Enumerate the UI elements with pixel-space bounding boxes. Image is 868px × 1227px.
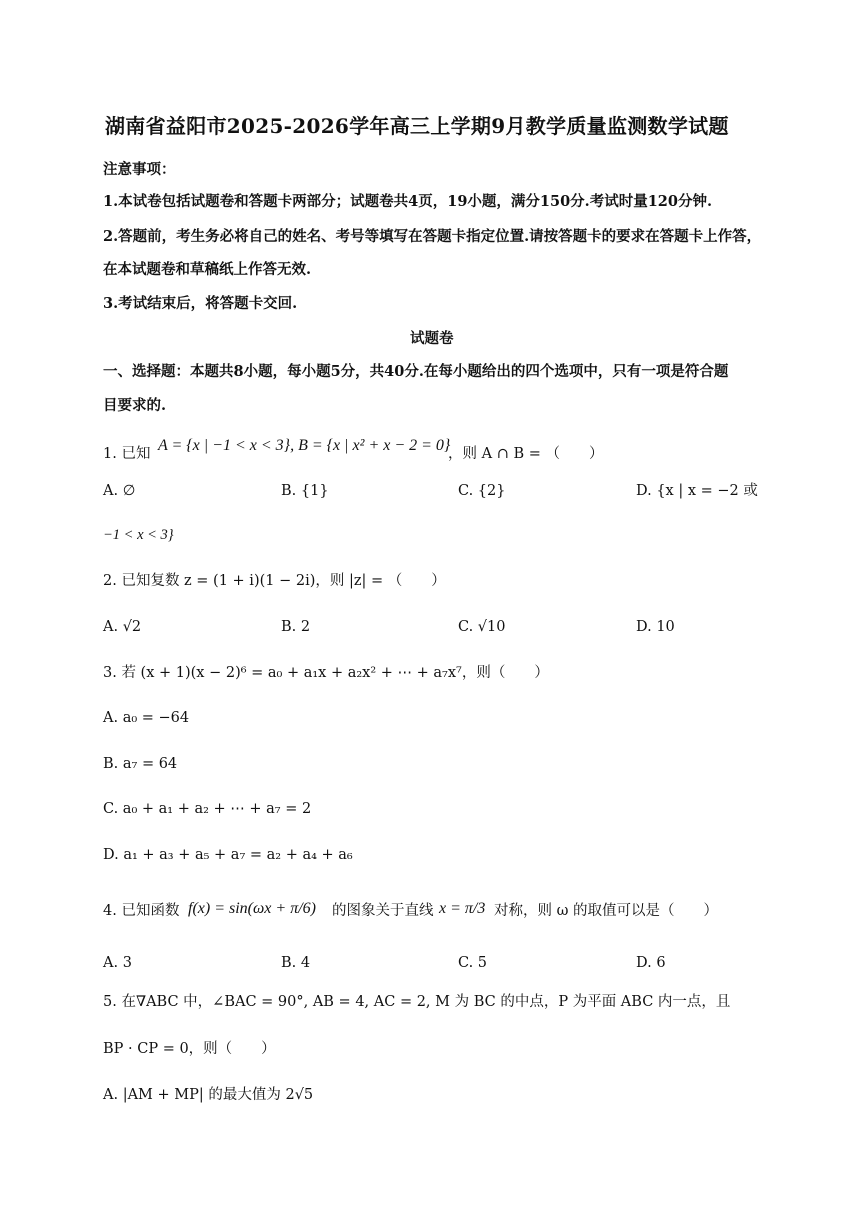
- page-title: 湖南省益阳市2025-2026学年高三上学期9月教学质量监测数学试题: [105, 114, 729, 138]
- notice-heading: 注意事项：: [103, 161, 176, 178]
- q2-option-d: D. 10: [636, 619, 675, 635]
- q1-option-a: A. ∅: [103, 483, 136, 499]
- notice-item-2b: 在本试题卷和草稿纸上作答无效.: [103, 261, 312, 278]
- q1-option-b: B. {1}: [281, 483, 329, 499]
- q1-suffix: ，则 A ∩ B = （ ）: [448, 446, 604, 462]
- q3-option-c: C. a₀ + a₁ + a₂ + ⋯ + a₇ = 2: [103, 801, 312, 817]
- section1-line2: 目要求的.: [103, 397, 167, 414]
- section-title: 试题卷: [410, 330, 454, 347]
- q3-option-a: A. a₀ = −64: [103, 710, 190, 726]
- q5-option-a: A. |AM + MP| 的最大值为 2√5: [103, 1087, 314, 1103]
- q1-option-c: C. {2}: [458, 483, 506, 499]
- q4-option-b: B. 4: [281, 955, 311, 971]
- q5-stem-cont: BP · CP = 0，则（ ）: [103, 1041, 276, 1057]
- q3-stem: 3. 若 (x + 1)(x − 2)⁶ = a₀ + a₁x + a₂x² + ⋯ + a₇x⁷，则（ ）: [103, 665, 549, 681]
- q5-stem: 5. 在∇ABC 中，∠BAC = 90°, AB = 4, AC = 2, M 为 BC 的中点，P 为平面 ABC 内一点，且: [103, 994, 731, 1010]
- q1-expr: A = {x | −1 < x < 3}, B = {x | x² + x − 2 = 0}: [158, 437, 451, 454]
- q1-option-d-cont: −1 < x < 3}: [103, 527, 174, 543]
- q4-prefix: 4. 已知函数: [103, 903, 180, 919]
- q3-option-b: B. a₇ = 64: [103, 756, 178, 772]
- q2-option-a: A. √2: [103, 619, 142, 635]
- q2-option-c: C. √10: [458, 619, 506, 635]
- notice-item-3: 3.考试结束后，将答题卡交回.: [103, 295, 298, 312]
- q4-option-d: D. 6: [636, 955, 666, 971]
- q1-option-d: D. {x | x = −2 或: [636, 483, 758, 499]
- q4-option-c: C. 5: [458, 955, 488, 971]
- notice-item-2a: 2.答题前，考生务必将自己的姓名、考号等填写在答题卡指定位置.请按答题卡的要求在答题卡上作答，: [103, 228, 762, 245]
- q4-func: f(x) = sin(ωx + π/6): [188, 900, 316, 917]
- q2-stem: 2. 已知复数 z = (1 + i)(1 − 2i)，则 |z| = （ ）: [103, 573, 446, 589]
- q4-line: x = π/3: [439, 900, 486, 917]
- q2-option-b: B. 2: [281, 619, 311, 635]
- section1-line1: 一、选择题：本题共8小题，每小题5分，共40分.在每小题给出的四个选项中，只有一项是符合题: [103, 363, 729, 380]
- q4-option-a: A. 3: [103, 955, 132, 971]
- q1-prefix: 1. 已知: [103, 446, 151, 462]
- q4-mid: 的图象关于直线: [332, 903, 434, 919]
- q4-suffix: 对称，则 ω 的取值可以是（ ）: [494, 903, 719, 919]
- q3-option-d: D. a₁ + a₃ + a₅ + a₇ = a₂ + a₄ + a₆: [103, 847, 353, 863]
- notice-item-1: 1.本试卷包括试题卷和答题卡两部分；试题卷共4页，19小题，满分150分.考试时量120分钟.: [103, 193, 713, 210]
